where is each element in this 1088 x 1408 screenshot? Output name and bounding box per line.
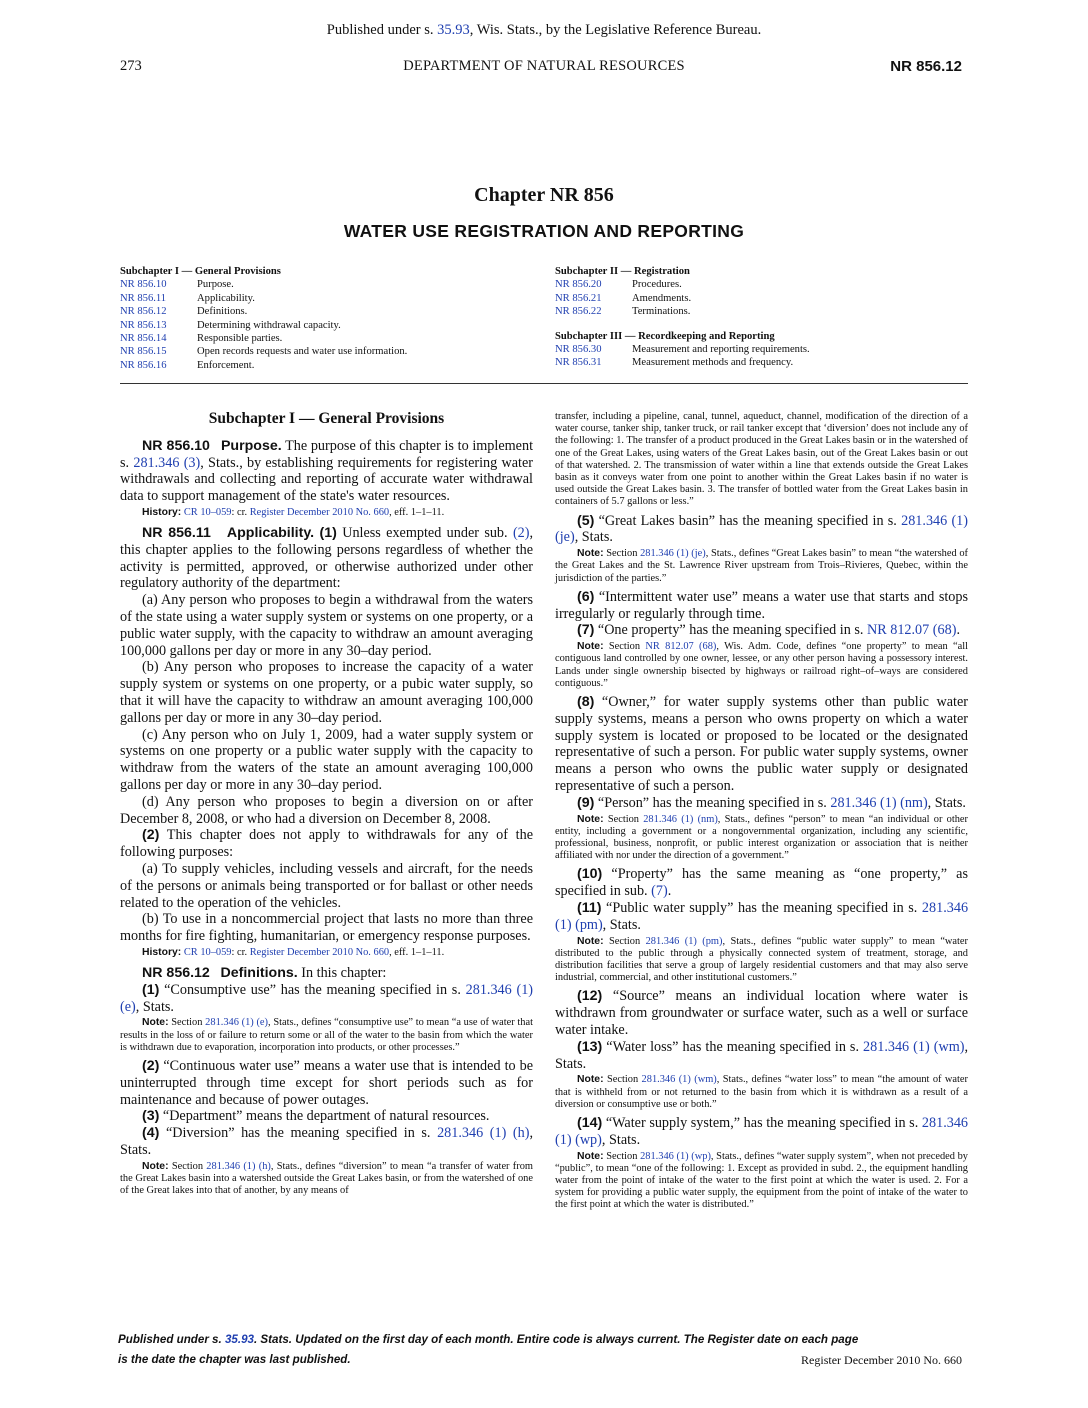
toc-heading: Subchapter II — Registration bbox=[555, 266, 690, 277]
cr-link[interactable]: CR 10–059 bbox=[183, 946, 232, 958]
note bbox=[555, 936, 968, 985]
text: Section bbox=[608, 641, 641, 653]
note bbox=[120, 1161, 533, 1198]
subsection-number: (9) bbox=[577, 794, 595, 811]
text: In this chapter: bbox=[301, 964, 387, 981]
left-column bbox=[120, 411, 533, 1201]
paragraph: (a) To supply vehicles, including vessels and aircraft, for the needs of the persons or animals being transported or for ballast or other needs related to the operation of the vehicles. bbox=[120, 860, 533, 911]
text: “Consumptive use” has the meaning specified in s. bbox=[164, 981, 461, 998]
statute-link[interactable]: 281.346 (1) (wm) bbox=[641, 1074, 717, 1086]
paragraph: (a) Any person who proposes to begin a withdrawal from the waters of the state using a water supply system or systems on one property, or a public water supply, with the capacity to withdraw an amount averaging 100,000 gallons per day or more in any 30–day period. bbox=[120, 592, 533, 659]
cr-link[interactable]: CR 10–059 bbox=[183, 506, 232, 518]
text: , Stats. bbox=[602, 916, 641, 933]
text: Section bbox=[606, 548, 638, 560]
department-header: DEPARTMENT OF NATURAL RESOURCES bbox=[403, 58, 685, 74]
definition bbox=[120, 1108, 533, 1125]
text: Section bbox=[607, 813, 639, 825]
definition bbox=[555, 622, 968, 639]
toc-right bbox=[555, 265, 965, 370]
definition bbox=[555, 900, 968, 934]
note bbox=[555, 1074, 968, 1111]
text: , this chapter applies to the following persons regardless of whether the activity is permitted, approved, or otherwise authorized under other regulatory authority of the department: bbox=[120, 524, 534, 592]
toc-title: Enforcement. bbox=[197, 359, 255, 371]
text: is the date the chapter was last published. bbox=[118, 1353, 351, 1366]
paragraph: (d) Any person who proposes to begin a diversion on or after December 8, 2008, or who had a diversion on December 8, 2008. bbox=[120, 793, 533, 827]
section-number: NR 856.11 bbox=[142, 524, 211, 541]
definition bbox=[555, 1115, 968, 1149]
toc-item[interactable] bbox=[555, 292, 965, 305]
toc-link[interactable]: NR 856.20 bbox=[555, 279, 602, 291]
text: Section bbox=[606, 1074, 639, 1086]
statute-link[interactable]: 281.346 (1) (h) bbox=[437, 1125, 530, 1142]
section-number: NR 856.10 bbox=[142, 437, 210, 454]
toc-item[interactable] bbox=[120, 319, 540, 332]
text: , Wis. Adm. Code, defines “one property” to mean “all contiguous land controlled by one owner, lessee, or any other person having a possessory interest. Lands under single ownership bisected by highways or railroad right–of–ways are considered contiguous.” bbox=[555, 641, 968, 689]
toc-title: Measurement methods and frequency. bbox=[632, 357, 794, 369]
definition bbox=[555, 513, 968, 547]
note-label: Note: bbox=[577, 1150, 604, 1162]
note bbox=[555, 1151, 968, 1212]
toc-link[interactable]: NR 856.15 bbox=[120, 346, 167, 358]
text: “Intermittent water use” means a water use that starts and stops irregularly or regularly through time. bbox=[555, 588, 968, 622]
note-label: Note: bbox=[577, 935, 604, 947]
subsection-number: (1) bbox=[319, 524, 337, 541]
text: Section bbox=[608, 935, 641, 947]
subsection-number: (4) bbox=[142, 1125, 160, 1142]
toc-item[interactable] bbox=[120, 292, 540, 305]
subsection-number: (7) bbox=[577, 622, 595, 639]
subsection-number: (11) bbox=[577, 900, 602, 917]
text: . bbox=[667, 883, 672, 900]
text: , Stats., defines “person” to mean “an individual or other entity, including a government or a nongovernmental organization, including any scientific, professional, business, nonprofit, or public interest organization or association that is neither affiliated with nor under the direction of a government.” bbox=[555, 813, 968, 862]
text: “Great Lakes basin” has the meaning specified in s. bbox=[598, 512, 897, 529]
text: , Stats. bbox=[555, 1038, 969, 1072]
statute-link[interactable]: 281.346 (1) (wp) bbox=[555, 1115, 969, 1148]
page-number: 273 bbox=[120, 58, 142, 74]
subsection-number: (2) bbox=[142, 827, 160, 844]
statute-link[interactable]: 281.346 (1) (je) bbox=[555, 512, 969, 546]
subsection-number: (6) bbox=[577, 588, 595, 605]
note-label: Note: bbox=[577, 548, 604, 560]
publication-line bbox=[0, 22, 1088, 39]
toc-item[interactable] bbox=[120, 278, 540, 291]
text: , Stats. bbox=[927, 794, 966, 811]
toc-item[interactable] bbox=[120, 305, 540, 318]
text: “One property” has the meaning specified in s. bbox=[597, 622, 864, 639]
statute-link[interactable]: 281.346 (1) (e) bbox=[120, 981, 534, 1015]
statute-link[interactable]: 281.346 (1) (pm) bbox=[645, 935, 723, 947]
text: : cr. bbox=[231, 506, 248, 518]
subsection-number: (5) bbox=[577, 512, 595, 529]
text: Unless exempted under sub. bbox=[342, 524, 508, 541]
toc-left bbox=[120, 265, 540, 372]
text: . bbox=[956, 622, 960, 639]
note bbox=[555, 814, 968, 863]
toc-heading: Subchapter III — Recordkeeping and Reporting bbox=[555, 330, 775, 342]
definition bbox=[120, 1058, 533, 1108]
text: , Stats. bbox=[120, 1125, 533, 1158]
subchapter-heading: Subchapter I — General Provisions bbox=[208, 410, 445, 427]
text: “Department” means the department of natural resources. bbox=[162, 1108, 490, 1125]
definition bbox=[555, 795, 968, 812]
text: , Stats., defines “Great Lakes basin” to mean “the watershed of the Great Lakes and the St. Lawrence River upstream from Trois–Rivieres, Quebec, within the jurisdiction of the parties.” bbox=[555, 548, 968, 584]
subsection-number: (8) bbox=[577, 694, 595, 711]
paragraph: (c) Any person who on July 1, 2009, had a water supply system or systems on one property or a public water supply with the capacity to withdraw from the waters of the state an amount averaging 100,000 gallons per day or more in any 30–day period. bbox=[120, 726, 533, 793]
text: Section bbox=[606, 1150, 638, 1162]
section-purpose bbox=[120, 438, 533, 505]
text: “Source” means an individual location where water is withdrawn from groundwater or surface water, such as a well or surface water intake. bbox=[555, 988, 969, 1039]
toc-link[interactable]: NR 856.21 bbox=[555, 292, 602, 304]
text: “Diversion” has the meaning specified in s. bbox=[165, 1125, 431, 1142]
text: , Stats. bbox=[601, 1131, 641, 1148]
toc-title: Purpose. bbox=[197, 279, 234, 291]
toc-title: Terminations. bbox=[632, 306, 691, 318]
statute-link[interactable]: 281.346 (1) (h) bbox=[206, 1160, 271, 1172]
statute-link[interactable]: 281.346 (1) (wp) bbox=[640, 1150, 711, 1162]
toc-item[interactable] bbox=[555, 305, 965, 318]
text: , Stats. bbox=[135, 998, 174, 1015]
code-link[interactable]: NR 812.07 (68) bbox=[866, 622, 957, 639]
divider bbox=[120, 383, 968, 384]
subsection-number: (10) bbox=[577, 866, 603, 883]
code-link[interactable]: NR 812.07 (68) bbox=[645, 641, 717, 653]
history-note bbox=[120, 946, 533, 959]
toc-title: Open records requests and water use information. bbox=[197, 346, 408, 358]
note-label: Note: bbox=[577, 1074, 604, 1086]
text: “Person” has the meaning specified in s. bbox=[597, 794, 827, 811]
definition bbox=[555, 866, 968, 900]
subsection-number: (2) bbox=[142, 1057, 160, 1074]
footer-notice bbox=[118, 1330, 858, 1370]
definition bbox=[555, 589, 968, 623]
subsection-number: (3) bbox=[142, 1108, 160, 1125]
statute-link[interactable]: 281.346 (1) (e) bbox=[205, 1017, 269, 1029]
right-column bbox=[555, 411, 968, 1216]
text: : cr. bbox=[231, 946, 248, 958]
toc-link[interactable]: NR 856.31 bbox=[555, 357, 602, 369]
subsection-number: (1) bbox=[142, 981, 160, 998]
note-continued: transfer, including a pipeline, canal, tunnel, aqueduct, channel, modification of the direction of a water course, tanker ship, tanker truck, or rail tanker except that ‘diversion’ does not include any of the following: 1. The transfer of a product produced in the Great Lakes basin or in the watershed of one of the Great Lakes, using waters of the Great Lakes basin, out of the Great Lakes basin or out of that watershed. 2. The transmission of water within a line that extends outside the Great Lakes basin as it conveys water from one point to another within the Great Lakes basin if no water is used outside the Great Lakes basin. 3. The transfer of bottled water from the Great Lakes basin in containers of 5.7 gallons or less.” bbox=[555, 411, 968, 508]
text: , Stats., defines “diversion” to mean “a transfer of water from the Great Lakes basin into a watershed outside the Great Lakes basin, or from the watershed of one of the Great lakes into that of another, by any means of bbox=[120, 1160, 533, 1197]
text: , eff. 1–1–11. bbox=[389, 506, 445, 518]
statute-link[interactable]: 281.346 (3) bbox=[133, 454, 201, 471]
history-label: History: bbox=[142, 506, 182, 518]
note-label: Note: bbox=[142, 1160, 169, 1172]
text: , Stats., defines “public water supply” to mean “water distributed to the public through a physically connected system of treatment, storage, and distribution facilities that serve a group of largely residential customers and that may also serve industrial, commercial, and other institutional customers.” bbox=[555, 935, 969, 984]
statute-link[interactable]: 281.346 (1) (pm) bbox=[555, 900, 969, 933]
text: “Owner,” for water supply systems other than public water supply systems, means a person who owns property on which a water supply system is located or proposed to be located or the designated representative of such a person. For public water supply systems, owner means a person who owns the public water supply or designated representative of such a person. bbox=[555, 694, 969, 795]
text: , Stats. bbox=[574, 529, 613, 546]
paragraph: (b) Any person who proposes to increase the capacity of a water supply system or systems on one property, or a pubic water supply, so that it will have the capacity to withdraw an amount averaging 100,000 gallons per day or more in any 30–day period. bbox=[120, 659, 533, 726]
section-title: Purpose. bbox=[220, 437, 282, 454]
note-label: Note: bbox=[577, 813, 604, 825]
history-note bbox=[120, 506, 533, 519]
register-link[interactable]: Register December 2010 No. 660 bbox=[249, 506, 390, 518]
section-definitions bbox=[120, 965, 533, 982]
note bbox=[120, 1017, 533, 1054]
toc-link[interactable]: NR 856.16 bbox=[120, 359, 167, 371]
paragraph bbox=[120, 827, 533, 861]
statute-link[interactable]: 281.346 (1) (nm) bbox=[643, 813, 718, 825]
pub-post: , Wis. Stats., by the Legislative Reference Bureau. bbox=[469, 22, 762, 38]
subsection-number: (14) bbox=[577, 1115, 603, 1132]
text: Section bbox=[171, 1017, 203, 1029]
toc-link[interactable]: NR 856.13 bbox=[120, 319, 167, 331]
definition bbox=[555, 1039, 968, 1073]
toc-item[interactable] bbox=[555, 343, 965, 356]
text: “Water loss” has the meaning specified in s. bbox=[606, 1038, 859, 1055]
toc-title: Responsible parties. bbox=[197, 333, 283, 345]
toc-link[interactable]: NR 856.10 bbox=[120, 279, 167, 291]
statute-link[interactable]: 281.346 (1) (wm) bbox=[863, 1038, 965, 1055]
text: Section bbox=[171, 1160, 204, 1172]
definition bbox=[555, 988, 968, 1038]
text: “Continuous water use” means a water use that is intended to be uninterrupted through time except for short periods such as for maintenance and because of power outages. bbox=[120, 1057, 534, 1108]
note bbox=[555, 548, 968, 585]
toc-item[interactable] bbox=[120, 359, 540, 372]
statute-link[interactable]: 35.93 bbox=[437, 22, 470, 38]
toc-link[interactable]: NR 856.11 bbox=[120, 292, 167, 304]
section-number: NR 856.12 bbox=[142, 964, 210, 981]
text: This chapter does not apply to withdrawals for any of the following purposes: bbox=[120, 827, 533, 861]
pub-pre: Published under s. bbox=[326, 22, 438, 38]
toc-title: Measurement and reporting requirements. bbox=[632, 344, 810, 356]
chapter-subtitle: WATER USE REGISTRATION AND REPORTING bbox=[343, 221, 745, 241]
toc-link[interactable]: NR 856.22 bbox=[555, 306, 602, 318]
note-label: Note: bbox=[142, 1017, 169, 1029]
statute-link[interactable]: 281.346 (1) (nm) bbox=[830, 794, 928, 811]
toc-item[interactable] bbox=[555, 356, 965, 369]
toc-title: Definitions. bbox=[197, 306, 248, 318]
subsection-link[interactable]: (7) bbox=[651, 883, 668, 900]
text: , Stats., defines “consumptive use” to mean “a use of water that results in the loss of or failure to return some or all of the water to the basin from which the water is withdrawn due to evaporation, incorporation into products, or other processes.” bbox=[120, 1017, 533, 1053]
section-title: Applicability. bbox=[226, 524, 315, 541]
statute-link[interactable]: 281.346 (1) (je) bbox=[640, 548, 706, 560]
toc-title: Procedures. bbox=[632, 279, 682, 291]
chapter-title: Chapter NR 856 bbox=[474, 184, 614, 206]
toc-item[interactable] bbox=[555, 278, 965, 291]
toc-title: Applicability. bbox=[197, 292, 255, 304]
text: Published under s. bbox=[118, 1333, 222, 1346]
toc-link[interactable]: NR 856.14 bbox=[120, 333, 167, 345]
definition bbox=[120, 1125, 533, 1159]
text: , Stats., defines “water loss” to mean “the amount of water that is withheld from or not returned to the basin from which it is withdrawn as a result of a diversion or consumptive use or both.” bbox=[555, 1074, 968, 1110]
definition bbox=[120, 982, 533, 1016]
note bbox=[555, 641, 968, 690]
toc-heading: Subchapter I — General Provisions bbox=[120, 266, 281, 277]
text: The purpose of this chapter is to implement s. bbox=[120, 437, 534, 471]
statute-link[interactable]: 35.93 bbox=[224, 1333, 254, 1346]
text: “Property” has the same meaning as “one property,” as specified in sub. bbox=[555, 866, 968, 900]
definition bbox=[555, 694, 968, 795]
toc-title: Determining withdrawal capacity. bbox=[197, 319, 341, 331]
subsection-link[interactable]: (2) bbox=[512, 524, 530, 541]
section-applicability bbox=[120, 525, 533, 592]
toc-item[interactable] bbox=[120, 345, 540, 358]
text: “Public water supply” has the meaning specified in s. bbox=[606, 900, 918, 917]
text: . Stats. Updated on the first day of each month. Entire code is always current. The Register date on each page bbox=[253, 1333, 859, 1346]
text: , Stats., defines “water supply system”, when not preceded by “public”, to mean “one of the following: 1. Except as provided in subd. 2., the equipment handling water from the point of intake of the water to the first point at which the water is used. 2. For a system for providing a public water supply, the equipment from the point of intake of the water to the first point at which the water is distributed.” bbox=[555, 1150, 968, 1211]
section-title: Definitions. bbox=[220, 964, 298, 981]
history-label: History: bbox=[142, 946, 182, 958]
text: , Stats., by establishing requirements for registering water withdrawals and collecting and reporting of accurate water withdrawal data to support management of the state's water resources. bbox=[120, 454, 534, 505]
text: , eff. 1–1–11. bbox=[389, 946, 445, 958]
paragraph: (b) To use in a noncommercial project that lasts no more than three months for fire fighting, humanitarian, or emergency response purposes. bbox=[120, 911, 533, 945]
toc-title: Amendments. bbox=[632, 292, 692, 304]
note-label: Note: bbox=[577, 641, 604, 653]
toc-link[interactable]: NR 856.30 bbox=[555, 344, 602, 356]
toc-link[interactable]: NR 856.12 bbox=[120, 306, 167, 318]
section-header: NR 856.12 bbox=[890, 58, 962, 75]
register-date: Register December 2010 No. 660 bbox=[801, 1353, 962, 1367]
register-link[interactable]: Register December 2010 No. 660 bbox=[249, 946, 390, 958]
text: “Water supply system,” has the meaning specified in s. bbox=[605, 1115, 919, 1132]
subsection-number: (12) bbox=[577, 988, 603, 1005]
subsection-number: (13) bbox=[577, 1038, 603, 1055]
toc-item[interactable] bbox=[120, 332, 540, 345]
